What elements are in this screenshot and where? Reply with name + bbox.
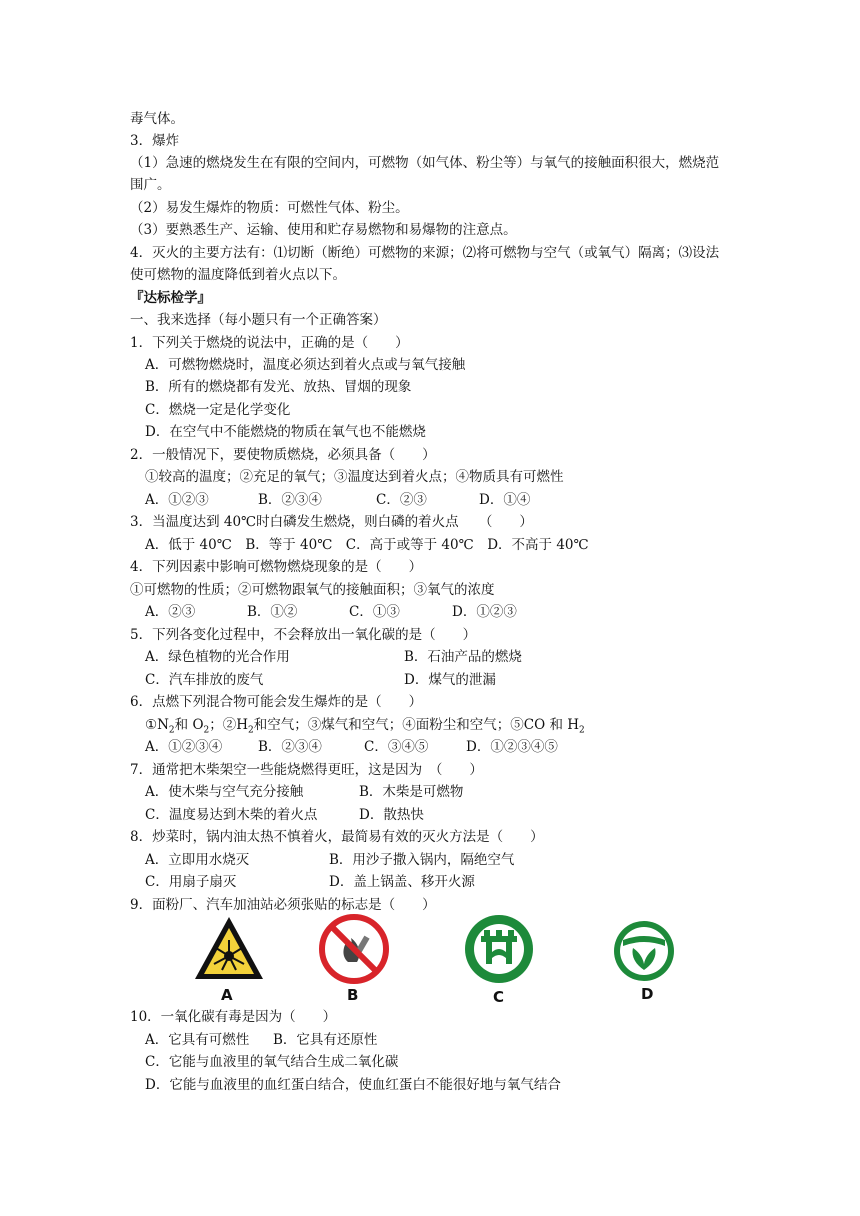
option-6d: D．①②③④⑤ — [466, 739, 558, 755]
section-heading-explosion: 3．爆炸 — [130, 133, 180, 149]
question-6: 6．点燃下列混合物可能会发生爆炸的是（ ） — [130, 694, 423, 710]
option-1d: D．在空气中不能燃烧的物质在氧气也不能燃烧 — [145, 424, 426, 440]
question-3: 3．当温度达到 40℃时白磷发生燃烧，则白磷的着火点 （ ） — [130, 514, 533, 530]
sign-label-a: A — [221, 986, 233, 1004]
part-heading: 一、我来选择（每小题只有一个正确答案） — [130, 312, 387, 328]
option-4c: C．①③ — [349, 604, 400, 620]
option-4d: D．①②③ — [452, 604, 517, 620]
text-line: 围广。 — [130, 177, 171, 193]
question-4: 4．下列因素中影响可燃物燃烧现象的是（ ） — [130, 559, 423, 575]
question-2-statements: ①较高的温度；②充足的氧气；③温度达到着火点；④物质具有可燃性 — [145, 469, 564, 485]
explosive-warning-icon — [192, 914, 266, 984]
option-8b: B．用沙子撒入锅内，隔绝空气 — [329, 852, 515, 868]
sign-label-c: C — [493, 988, 505, 1006]
text-line: 毒气体。 — [130, 111, 184, 127]
section-title: 『达标检学』 — [130, 290, 211, 306]
option-7d: D．散热快 — [359, 807, 424, 823]
sign-label-b: B — [347, 986, 359, 1004]
option-4a: A．②③ — [145, 604, 196, 620]
option-10d: D．它能与血液里的血红蛋白结合，使血红蛋白不能很好地与氧气结合 — [145, 1077, 561, 1093]
option-8a: A．立即用水烧灭 — [145, 852, 250, 868]
option-6c: C．③④⑤ — [364, 739, 429, 755]
option-1c: C．燃烧一定是化学变化 — [145, 402, 291, 418]
question-7: 7．通常把木柴架空一些能烧燃得更旺，这是因为 （ ） — [130, 762, 483, 778]
question-3-options: A．低于 40℃ B．等于 40℃ C．高于或等于 40℃ D．不高于 40℃ — [145, 537, 589, 553]
text-line: （3）要熟悉生产、运输、使用和贮存易燃物和易爆物的注意点。 — [130, 222, 517, 238]
option-5d: D．煤气的泄漏 — [404, 672, 496, 688]
option-7a: A．使木柴与空气充分接触 — [145, 784, 304, 800]
q6-text-1: ①N — [145, 717, 169, 733]
subscript-2: 2 — [248, 725, 254, 736]
option-5b: B．石油产品的燃烧 — [404, 649, 522, 665]
option-6b: B．②③④ — [258, 739, 322, 755]
q6-text-3: ；②H — [209, 717, 249, 733]
option-6a: A．①②③④ — [145, 739, 223, 755]
option-2d: D．①④ — [479, 492, 531, 508]
environmental-label-icon — [611, 918, 677, 984]
subscript-2: 2 — [203, 725, 210, 736]
option-10b: B．它具有还原性 — [273, 1032, 378, 1048]
option-10c: C．它能与血液里的氧气结合生成二氧化碳 — [145, 1054, 399, 1070]
question-8: 8．炒菜时，锅内油太热不慎着火，最简易有效的灭火方法是（ ） — [130, 829, 544, 845]
option-2a: A．①②③ — [145, 492, 209, 508]
option-10a: A．它具有可燃性 — [145, 1032, 250, 1048]
no-fire-icon — [315, 912, 393, 986]
subscript-2: 2 — [168, 725, 175, 736]
option-7c: C．温度易达到木柴的着火点 — [145, 807, 318, 823]
q6-text-2: 和 O — [174, 717, 204, 733]
option-5a: A．绿色植物的光合作用 — [145, 649, 290, 665]
question-1: 1．下列关于燃烧的说法中，正确的是（ ） — [130, 335, 409, 351]
text-line: （2）易发生爆炸的物质：可燃性气体、粉尘。 — [130, 200, 409, 216]
question-9: 9．面粉厂、汽车加油站必须张贴的标志是（ ） — [130, 897, 436, 913]
subscript-2: 2 — [579, 725, 585, 736]
option-7b: B．木柴是可燃物 — [359, 784, 464, 800]
green-food-icon — [462, 912, 536, 986]
q6-text-4: 和空气；③煤气和空气；④面粉尘和空气；⑤CO 和 H — [253, 717, 580, 733]
question-10: 10．一氧化碳有毒是因为（ ） — [130, 1009, 337, 1025]
option-2b: B．②③④ — [258, 492, 322, 508]
option-2c: C．②③ — [376, 492, 427, 508]
question-5: 5．下列各变化过程中，不会释放出一氧化碳的是（ ） — [130, 627, 477, 643]
option-8d: D．盖上锅盖、移开火源 — [329, 874, 475, 890]
option-1b: B．所有的燃烧都有发光、放热、冒烟的现象 — [145, 379, 412, 395]
text-line: （1）急速的燃烧发生在有限的空间内，可燃物（如气体、粉尘等）与氧气的接触面积很大，燃烧范 — [130, 155, 720, 171]
option-5c: C．汽车排放的废气 — [145, 672, 264, 688]
sign-label-d: D — [641, 985, 654, 1003]
option-8c: C．用扇子扇灭 — [145, 874, 237, 890]
option-4b: B．①② — [247, 604, 298, 620]
option-1a: A．可燃物燃烧时，温度必须达到着火点或与氧气接触 — [145, 357, 466, 373]
text-line: 4．灭火的主要方法有：⑴切断（断绝）可燃物的来源；⑵将可燃物与空气（或氧气）隔离；⑶设法 — [130, 245, 720, 261]
text-line: 使可燃物的温度降低到着火点以下。 — [130, 267, 346, 283]
question-2: 2．一般情况下，要使物质燃烧，必须具备（ ） — [130, 447, 436, 463]
question-4-statements: ①可燃物的性质；②可燃物跟氧气的接触面积；③氧气的浓度 — [130, 582, 495, 598]
